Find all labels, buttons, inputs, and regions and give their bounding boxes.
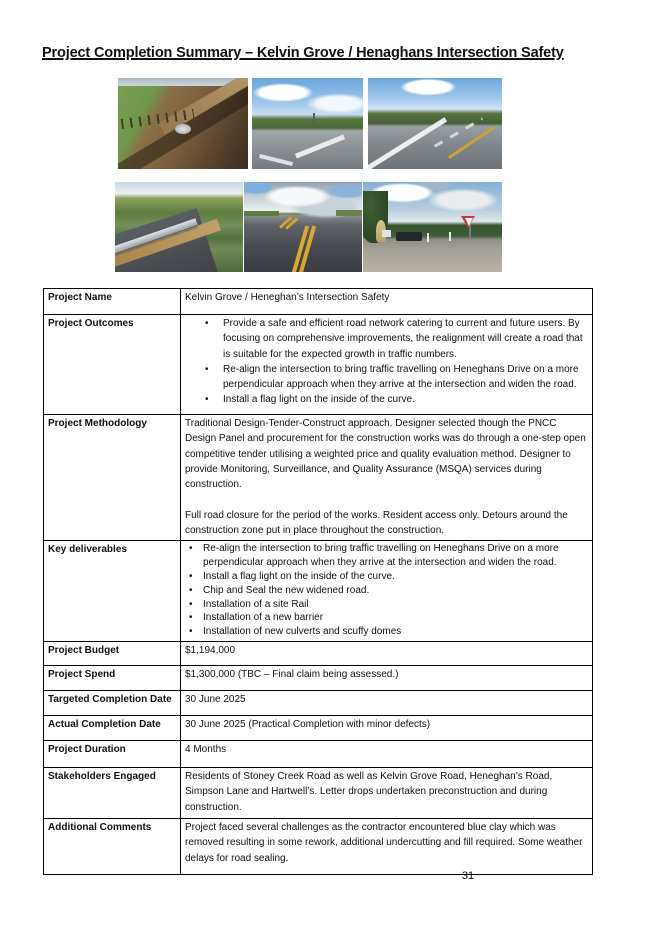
table-row [44,289,593,315]
deliverables-list [185,542,588,639]
row-value: Residents of Stoney Creek Road as well as Kelvin Grove Road, Heneghan’s Road, Simpson Lane and Hartwell’s. Letter drops undertaken preconstruction and during construction. [181,767,593,818]
row-label: Project Name [44,289,181,315]
page-title: Project Completion Summary – Kelvin Grove / Henaghans Intersection Safety [42,45,564,61]
row-value [181,541,593,642]
row-value [181,315,593,415]
row-label: Project Methodology [44,415,181,541]
photo-vehicle [396,232,422,241]
site-photo-road-curve [368,78,502,169]
photo-road-marking [295,134,345,158]
row-value: 4 Months [181,740,593,767]
row-label: Targeted Completion Date [44,690,181,715]
row-value: 30 June 2025 [181,690,593,715]
row-value: 30 June 2025 (Practical Completion with minor defects) [181,715,593,740]
photo-marker-post [449,232,451,241]
row-label: Project Outcomes [44,315,181,415]
row-label: Project Budget [44,641,181,665]
outcomes-list [185,316,588,408]
list-item: • Re-align the intersection to bring traffic travelling on Heneghans Drive on a more perpendicular approach when they arrive at the intersection and widen the road. [223,362,588,393]
list-item: • Provide a safe and efficient road network catering to current and future users. By focusing on comprehensive improvements, the realignment will create a road that is suitable for the expected growth in traffic numbers. [223,316,588,362]
row-value: Project faced several challenges as the contractor encountered blue clay which was removed resulting in some rework, additional undercutting and fill required. Some weather delays for road sealing. [181,818,593,874]
list-item: • Chip and Seal the new widened road. [203,584,588,598]
row-label: Project Duration [44,740,181,767]
site-photo-guardrail [115,182,243,272]
row-value: $1,194,000 [181,641,593,665]
row-label: Additional Comments [44,818,181,874]
row-label: Key deliverables [44,541,181,642]
table-row [44,740,593,767]
list-item: • Install a flag light on the inside of the curve. [203,570,588,584]
photo-rock [175,124,191,134]
row-value: Kelvin Grove / Heneghan’s Intersection Safety [181,289,593,315]
row-label: Stakeholders Engaged [44,767,181,818]
photo-white-sign [382,230,391,237]
table-row [44,641,593,665]
list-item: • Installation of a new barrier [203,611,588,625]
site-photo-intersection [252,78,363,169]
row-label: Project Spend [44,665,181,690]
photo-grass-verge [244,211,279,216]
row-value: $1,300,000 (TBC – Final claim being assessed.) [181,665,593,690]
table-row [44,541,593,642]
photo-road-marking [259,154,293,166]
table-row [44,690,593,715]
paragraph: Traditional Design-Tender-Construct approach. Designer selected though the PNCC Design Panel and procurement for the construction works was do through a one-step open competitive tender utilising a weighted price and quality evaluation method. Designer to provide Monitoring, Surveillance, and Quality Assurance (MSQA) services during construction. [185,418,586,491]
list-item: • Re-align the intersection to bring traffic travelling on Heneghans Drive on a more perpendicular approach when they arrive at the intersection and widen the road. [203,542,588,570]
list-item: • Installation of a site Rail [203,598,588,612]
table-row [44,415,593,541]
table-row [44,818,593,874]
list-item: • Installation of new culverts and scuffy domes [203,625,588,639]
table-row [44,715,593,740]
give-way-sign-centre [465,218,473,226]
row-label: Actual Completion Date [44,715,181,740]
page-number: 31 [461,870,475,882]
site-photo-yellow-lines [244,182,362,272]
paragraph: Full road closure for the period of the works. Resident access only. Detours around the construction zone put in place throughout the construction. [185,509,568,537]
photo-grass-verge [336,210,362,216]
photo-marker-post [427,233,429,242]
photo-sign-pole [313,113,315,125]
table-row [44,665,593,690]
site-photo-giveway [363,182,502,272]
list-item: • Install a flag light on the inside of the curve. [223,392,588,407]
project-summary-table [43,288,593,875]
row-value [181,415,593,541]
table-row [44,315,593,415]
table-row [44,767,593,818]
site-photo-earthworks [118,78,248,169]
